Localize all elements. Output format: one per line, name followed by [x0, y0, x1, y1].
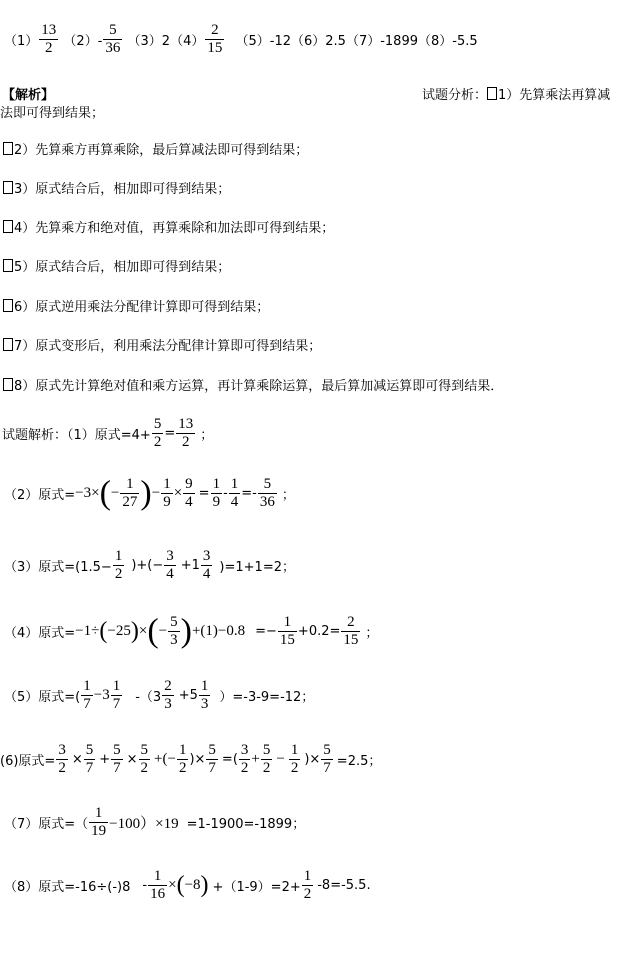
fraction: $\frac{1}{7}$	[83, 678, 91, 712]
missing-glyph-box	[3, 299, 13, 312]
fraction: $\frac{1}{9}$	[212, 476, 221, 510]
answer-3: （3）2	[127, 34, 171, 49]
missing-glyph-box	[3, 259, 13, 272]
analysis-right-text: 试题分析： 1）先算乘法再算减	[422, 88, 611, 103]
fraction: $\frac{2}{3}$	[164, 678, 172, 712]
answer-4-label: （4）	[170, 34, 205, 49]
fraction: $\frac{1}{7}$	[112, 678, 121, 712]
analysis-continuation: 法即可得到结果；	[0, 106, 105, 121]
hint-2: 2）先算乘方再算乘除，最后算减法即可得到结果；	[3, 139, 308, 158]
fraction: $\frac{1}{4}$	[230, 476, 239, 510]
solution-4: （4）原式=−1÷(−25)×(− $\frac{5}{3}$ )+(1)−0.8 =− $\frac{1}{15}$ +0.2= $\frac{2}{15}$ ；	[4, 612, 379, 650]
solution-8: （8）原式=-16÷(-)8 - $\frac{1}{16}$ ×(−8) +（1-9）=2+ $\frac{1}{2}$ -8=-5.5.	[4, 868, 371, 902]
analysis-heading: 【解析】	[2, 88, 55, 103]
fraction: $\frac{3}{2}$	[240, 742, 249, 776]
answers-row	[4, 22, 478, 57]
solution-6: (6)原式= $\frac{3}{2}$ × $\frac{5}{7}$ + $\frac{5}{7}$ × $\frac{5}{2}$ +(− $\frac{1}{2}$ )× $\frac{5}{7}$ =( $\frac{3}{2}$ + $\frac{5}{2}$ − $\frac{1}{2}$ )× $\frac{5}{7}$ =2.5；	[0, 742, 382, 776]
fraction: $\frac{13}{2}$	[178, 416, 194, 450]
fraction: $\frac{5}{7}$	[208, 742, 216, 776]
answer-4-fraction: $\frac{2}{15}$	[207, 22, 223, 56]
fraction: $\frac{3}{4}$	[166, 548, 174, 582]
hint-6: 6）原式逆用乘法分配律计算即可得到结果；	[3, 296, 269, 315]
fraction: $\frac{1}{2}$	[114, 548, 123, 582]
solution-3: （3）原式=(1.5− $\frac{1}{2}$ )+(− $\frac{3}{4}$ +1 $\frac{3}{4}$ )=1+1=2；	[4, 548, 295, 582]
fraction: $\frac{5}{3}$	[170, 614, 178, 648]
answer-2-label: （2）-	[63, 34, 103, 49]
fraction: $\frac{5}{7}$	[323, 742, 331, 776]
fraction: $\frac{1}{2}$	[178, 742, 187, 776]
missing-glyph-box	[3, 181, 13, 194]
fraction: $\frac{1}{19}$	[91, 805, 107, 839]
fraction: $\frac{5}{36}$	[259, 476, 275, 510]
hint-5: 5）原式结合后，相加即可得到结果；	[3, 256, 230, 275]
fraction: $\frac{1}{2}$	[303, 868, 312, 902]
fraction: $\frac{5}{2}$	[153, 416, 162, 450]
fraction: $\frac{1}{16}$	[150, 868, 166, 902]
fraction: $\frac{1}{27}$	[122, 476, 138, 510]
answer-1-fraction: $\frac{13}{2}$	[41, 22, 57, 56]
hint-8: 8）原式先计算绝对值和乘方运算，再计算乘除运算，最后算加减运算即可得到结果．	[3, 375, 503, 394]
answer-2-fraction: $\frac{5}{36}$	[105, 22, 121, 56]
missing-glyph-box	[3, 338, 13, 351]
fraction: $\frac{5}{2}$	[262, 742, 271, 776]
fraction: $\frac{9}{4}$	[185, 476, 193, 510]
missing-glyph-box	[3, 220, 13, 233]
fraction: $\frac{3}{2}$	[58, 742, 66, 776]
solution-2: （2）原式=−3×(− $\frac{1}{27}$ )− $\frac{1}{9}$ × $\frac{9}{4}$ = $\frac{1}{9}$ - $\frac{1}{4}$ =- $\frac{5}{36}$ ；	[4, 474, 295, 512]
fraction: $\frac{1}{15}$	[279, 614, 295, 648]
missing-glyph-box	[487, 87, 497, 100]
answers-tail: （5）-12（6）2.5（7）-1899（8）-5.5	[235, 34, 478, 49]
hint-7: 7）原式变形后，利用乘法分配律计算即可得到结果；	[3, 335, 321, 354]
solution-7: （7）原式=（ $\frac{1}{19}$ −100）×19 =1-1900=-1899；	[4, 805, 306, 839]
fraction: $\frac{1}{2}$	[290, 742, 299, 776]
hint-3: 3）原式结合后，相加即可得到结果；	[3, 178, 230, 197]
missing-glyph-box	[3, 378, 13, 391]
fraction: $\frac{5}{7}$	[85, 742, 94, 776]
answer-1-label: （1）	[4, 34, 39, 49]
fraction: $\frac{1}{3}$	[200, 678, 209, 712]
solution-5: （5）原式=( $\frac{1}{7}$ −3 $\frac{1}{7}$ -（3 $\frac{2}{3}$ +5 $\frac{1}{3}$ ）=-3-9=-12；	[4, 678, 315, 712]
solution-1: 试题解析：（1）原式=4+ $\frac{5}{2}$ = $\frac{13}{2}$ ；	[2, 416, 214, 450]
missing-glyph-box	[3, 142, 13, 155]
fraction: $\frac{5}{2}$	[140, 742, 149, 776]
fraction: $\frac{3}{4}$	[202, 548, 211, 582]
fraction: $\frac{2}{15}$	[343, 614, 359, 648]
hint-4: 4）先算乘方和绝对值，再算乘除和加法即可得到结果；	[3, 217, 334, 236]
fraction: $\frac{5}{7}$	[113, 742, 121, 776]
fraction: $\frac{1}{9}$	[163, 476, 171, 510]
